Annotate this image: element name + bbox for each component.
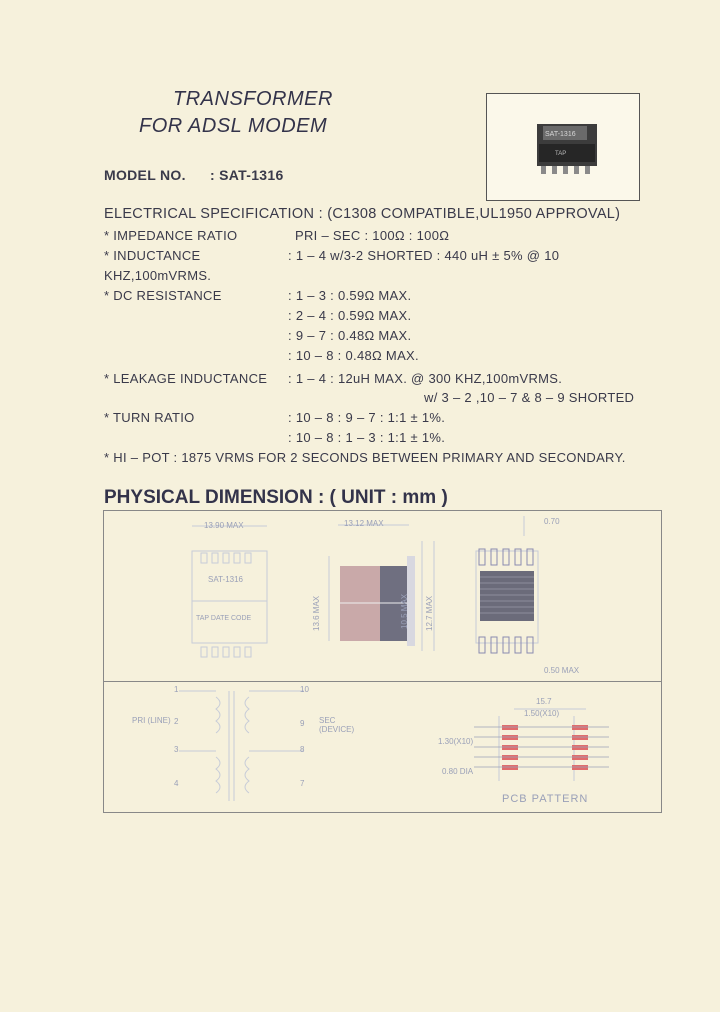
electrical-heading: ELECTRICAL SPECIFICATION : (C1308 COMPATIBLE,UL1950 APPROVAL) bbox=[104, 206, 621, 222]
side-view-dim-right: 10.5 MAX bbox=[400, 593, 409, 629]
turn-ratio-row: : 10 – 8 : 9 – 7 : 1:1 ± 1%. bbox=[288, 410, 446, 425]
leakage-continuation: w/ 3 – 2 ,10 – 7 & 8 – 9 SHORTED bbox=[424, 390, 635, 405]
impedance-label: * IMPEDANCE RATIO bbox=[104, 228, 238, 243]
dc-row: : 1 – 3 : 0.59Ω MAX. bbox=[288, 288, 412, 303]
photo-label-bottom: TAP bbox=[555, 151, 567, 157]
mechanical-drawing bbox=[104, 511, 661, 812]
pin-label: 1 bbox=[174, 685, 179, 694]
pcb-dim-b: 1.50(X10) bbox=[524, 709, 560, 718]
turn-ratio-label: * TURN RATIO bbox=[104, 410, 195, 425]
dc-row: : 9 – 7 : 0.48Ω MAX. bbox=[288, 328, 412, 343]
pcb-dim-c: 1.30(X10) bbox=[438, 737, 474, 746]
side-view-dim-top: 13.12 MAX bbox=[344, 519, 384, 528]
schematic-pri-label: PRI (LINE) bbox=[132, 716, 171, 725]
turn-ratio-row: : 10 – 8 : 1 – 3 : 1:1 ± 1%. bbox=[288, 430, 446, 445]
pin-label: 8 bbox=[300, 745, 305, 754]
dc-row: : 2 – 4 : 0.59Ω MAX. bbox=[288, 308, 412, 323]
transformer-image bbox=[487, 94, 639, 200]
dc-resistance-label: * DC RESISTANCE bbox=[104, 288, 222, 303]
inductance-continuation: KHZ,100mVRMS. bbox=[104, 268, 212, 283]
pin-label: 7 bbox=[300, 779, 305, 788]
title-line-1: TRANSFORMER bbox=[173, 88, 333, 110]
title-line-2: FOR ADSL MODEM bbox=[139, 115, 328, 137]
pin-label: 9 bbox=[300, 719, 305, 728]
leakage-value: : 1 – 4 : 12uH MAX. @ 300 KHZ,100mVRMS. bbox=[288, 371, 563, 386]
side-view-dim-far: 12.7 MAX bbox=[425, 595, 434, 631]
end-view-dim-bottom: 0.50 MAX bbox=[544, 666, 580, 675]
product-photo bbox=[486, 93, 640, 201]
inductance-label: * INDUCTANCE bbox=[104, 248, 201, 263]
pcb-dim-a: 15.7 bbox=[536, 697, 552, 706]
top-view-code: TAP DATE CODE bbox=[196, 615, 252, 622]
top-view-part: SAT-1316 bbox=[208, 575, 243, 584]
physical-heading: PHYSICAL DIMENSION : ( UNIT : mm ) bbox=[104, 487, 448, 508]
dimension-drawing bbox=[103, 510, 662, 813]
pin-label: 3 bbox=[174, 745, 179, 754]
leakage-label: * LEAKAGE INDUCTANCE bbox=[104, 371, 268, 386]
photo-label-top: SAT-1316 bbox=[545, 131, 576, 138]
pin-label: 4 bbox=[174, 779, 179, 788]
pcb-caption: PCB PATTERN bbox=[502, 793, 589, 805]
end-view-dim-top: 0.70 bbox=[544, 517, 560, 526]
model-label: MODEL NO. bbox=[104, 167, 186, 183]
side-view-dim-left: 13.6 MAX bbox=[312, 595, 321, 631]
inductance-value: : 1 – 4 w/3-2 SHORTED : 440 uH ± 5% @ 10 bbox=[288, 248, 560, 263]
pin-label: 2 bbox=[174, 717, 179, 726]
schematic-sec-label: SEC (DEVICE) bbox=[319, 716, 355, 734]
model-value: : SAT-1316 bbox=[210, 167, 284, 183]
top-view-dim: 13.90 MAX bbox=[204, 521, 244, 530]
dc-row: : 10 – 8 : 0.48Ω MAX. bbox=[288, 348, 419, 363]
pin-label: 10 bbox=[300, 685, 309, 694]
hipot-line: * HI – POT : 1875 VRMS FOR 2 SECONDS BETWEEN PRIMARY AND SECONDARY. bbox=[104, 450, 626, 465]
impedance-value: PRI – SEC : 100Ω : 100Ω bbox=[295, 228, 450, 243]
pcb-dim-d: 0.80 DIA bbox=[442, 767, 474, 776]
